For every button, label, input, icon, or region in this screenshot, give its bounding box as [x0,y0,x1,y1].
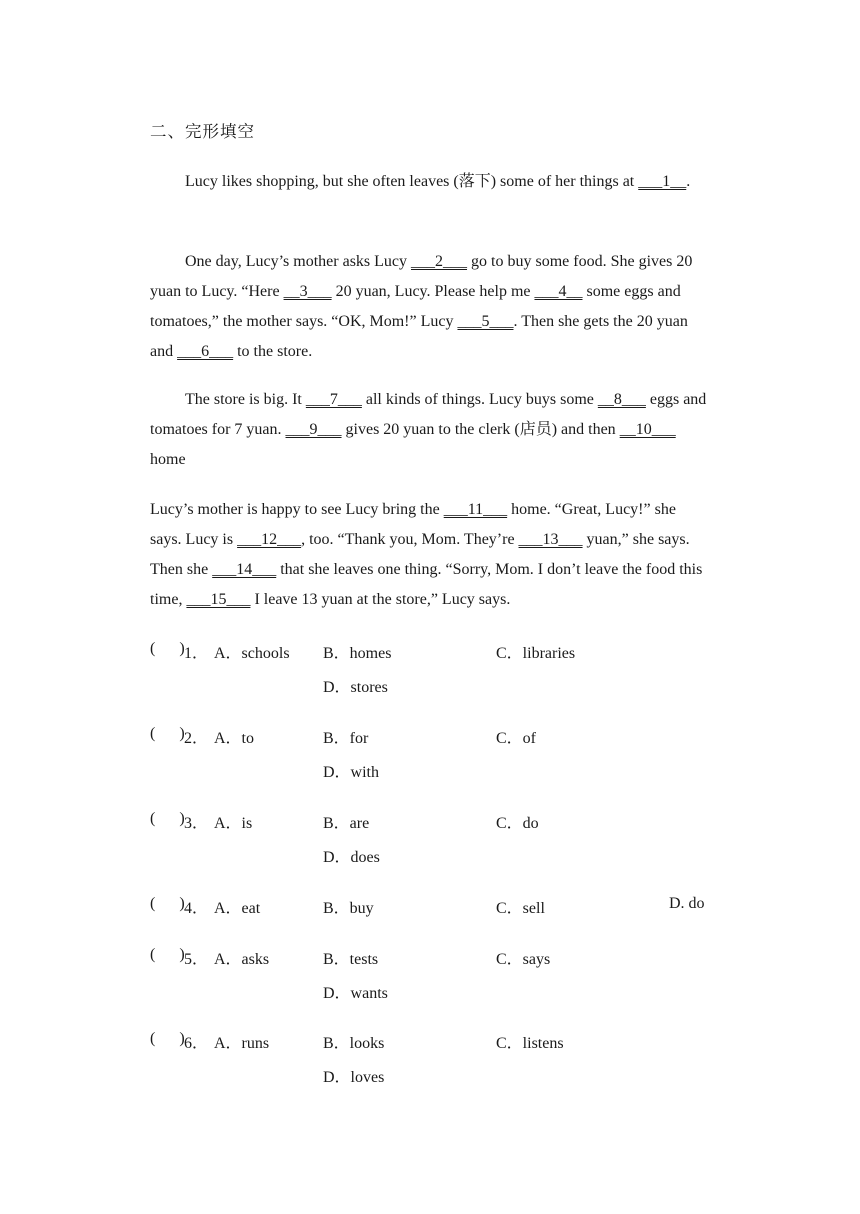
answer-parenthesis[interactable]: ( ) [150,725,185,742]
passage-text: yuan,” she says. Then she [150,531,690,578]
passage-text: Lucy’s mother is happy to see Lucy bring the [150,501,444,518]
option-b[interactable]: B．homes [323,645,392,662]
question-number: 1． [184,645,209,662]
option-a[interactable]: A．is [214,815,253,832]
option-b[interactable]: B．are [323,815,370,832]
passage-text: , too. “Thank you, Mom. They’re [301,531,519,548]
option-d[interactable]: D. do [669,895,705,912]
passage-text: One day, Lucy’s mother asks Lucy [185,253,412,270]
option-d[interactable]: D．wants [323,985,388,1002]
passage-text: all kinds of things. Lucy buys some [361,391,598,408]
question-row [150,725,730,805]
passage-text: The store is big. It [185,391,306,408]
passage-text: home. “Great, Lucy!” she says. Lucy is [150,501,676,548]
option-b[interactable]: B．tests [323,951,379,968]
answer-blank[interactable]: ___2___ [411,253,468,270]
section-title: 二、完形填空 [150,122,255,141]
question-number: 5． [184,951,209,968]
answer-blank[interactable]: ___1__ [638,173,687,190]
answer-parenthesis[interactable]: ( ) [150,1030,185,1047]
question-row [150,810,730,890]
question-row [150,946,730,1026]
question-number: 2． [184,730,209,747]
option-d[interactable]: D．stores [323,679,388,696]
passage-text: home [150,451,186,468]
option-b[interactable]: B．buy [323,900,374,917]
option-c[interactable]: C．of [496,730,537,747]
passage-text: 20 yuan, Lucy. Please help me [331,283,535,300]
answer-parenthesis[interactable]: ( ) [150,946,185,963]
answer-blank[interactable]: ___9___ [285,421,342,438]
question-number: 3． [184,815,209,832]
passage-text: to the store. [233,343,313,360]
answer-blank[interactable]: ___5___ [457,313,514,330]
answer-parenthesis[interactable]: ( ) [150,640,185,657]
question-number: 4． [184,900,209,917]
answer-blank[interactable]: __10___ [619,421,676,438]
passage-paragraph-1 [150,167,710,197]
answer-blank[interactable]: __3___ [283,283,332,300]
option-a[interactable]: A．schools [214,645,290,662]
passage-text: . Then she gets the 20 yuan and [150,313,688,360]
passage-paragraph-4 [150,495,710,615]
passage-text: that she leaves one thing. “Sorry, Mom. I don’t leave the food this time, [150,561,703,608]
option-d[interactable]: D．loves [323,1069,385,1086]
option-a[interactable]: A．to [214,730,255,747]
answer-parenthesis[interactable]: ( ) [150,895,185,912]
option-c[interactable]: C．do [496,815,539,832]
answer-blank[interactable]: ___15___ [186,591,251,608]
passage-paragraph-3 [150,385,710,475]
question-row [150,640,730,720]
option-a[interactable]: A．asks [214,951,270,968]
option-b[interactable]: B．looks [323,1035,385,1052]
answer-blank[interactable]: ___7___ [305,391,362,408]
option-d[interactable]: D．with [323,764,380,781]
option-c[interactable]: C．sell [496,900,545,917]
option-c[interactable]: C．libraries [496,645,576,662]
answer-blank[interactable]: ___13___ [518,531,583,548]
option-d[interactable]: D．does [323,849,380,866]
question-row [150,1030,730,1110]
option-b[interactable]: B．for [323,730,369,747]
option-c[interactable]: C．listens [496,1035,564,1052]
answer-blank[interactable]: ___6___ [177,343,234,360]
answer-blank[interactable]: ___11___ [443,501,508,518]
answer-parenthesis[interactable]: ( ) [150,810,185,827]
passage-paragraph-2 [150,247,710,367]
passage-text: eggs and tomatoes for 7 yuan. [150,391,707,438]
option-c[interactable]: C．says [496,951,551,968]
passage-text: go to buy some food. She gives 20 yuan to Lucy. “Here [150,253,693,300]
question-number: 6． [184,1035,209,1052]
answer-blank[interactable]: ___14___ [212,561,277,578]
answer-blank[interactable]: ___4__ [534,283,583,300]
option-a[interactable]: A．eat [214,900,261,917]
passage-text: Lucy likes shopping, but she often leaves (落下) some of her things at [185,173,639,190]
passage-text: gives 20 yuan to the clerk (店员) and then [341,421,620,438]
answer-blank[interactable]: ___12___ [237,531,302,548]
option-a[interactable]: A．runs [214,1035,270,1052]
passage-text: I leave 13 yuan at the store,” Lucy says. [250,591,511,608]
answer-blank[interactable]: __8___ [597,391,646,408]
passage-text: . [686,173,691,190]
passage-text: some eggs and tomatoes,” the mother says. “OK, Mom!” Lucy [150,283,681,330]
